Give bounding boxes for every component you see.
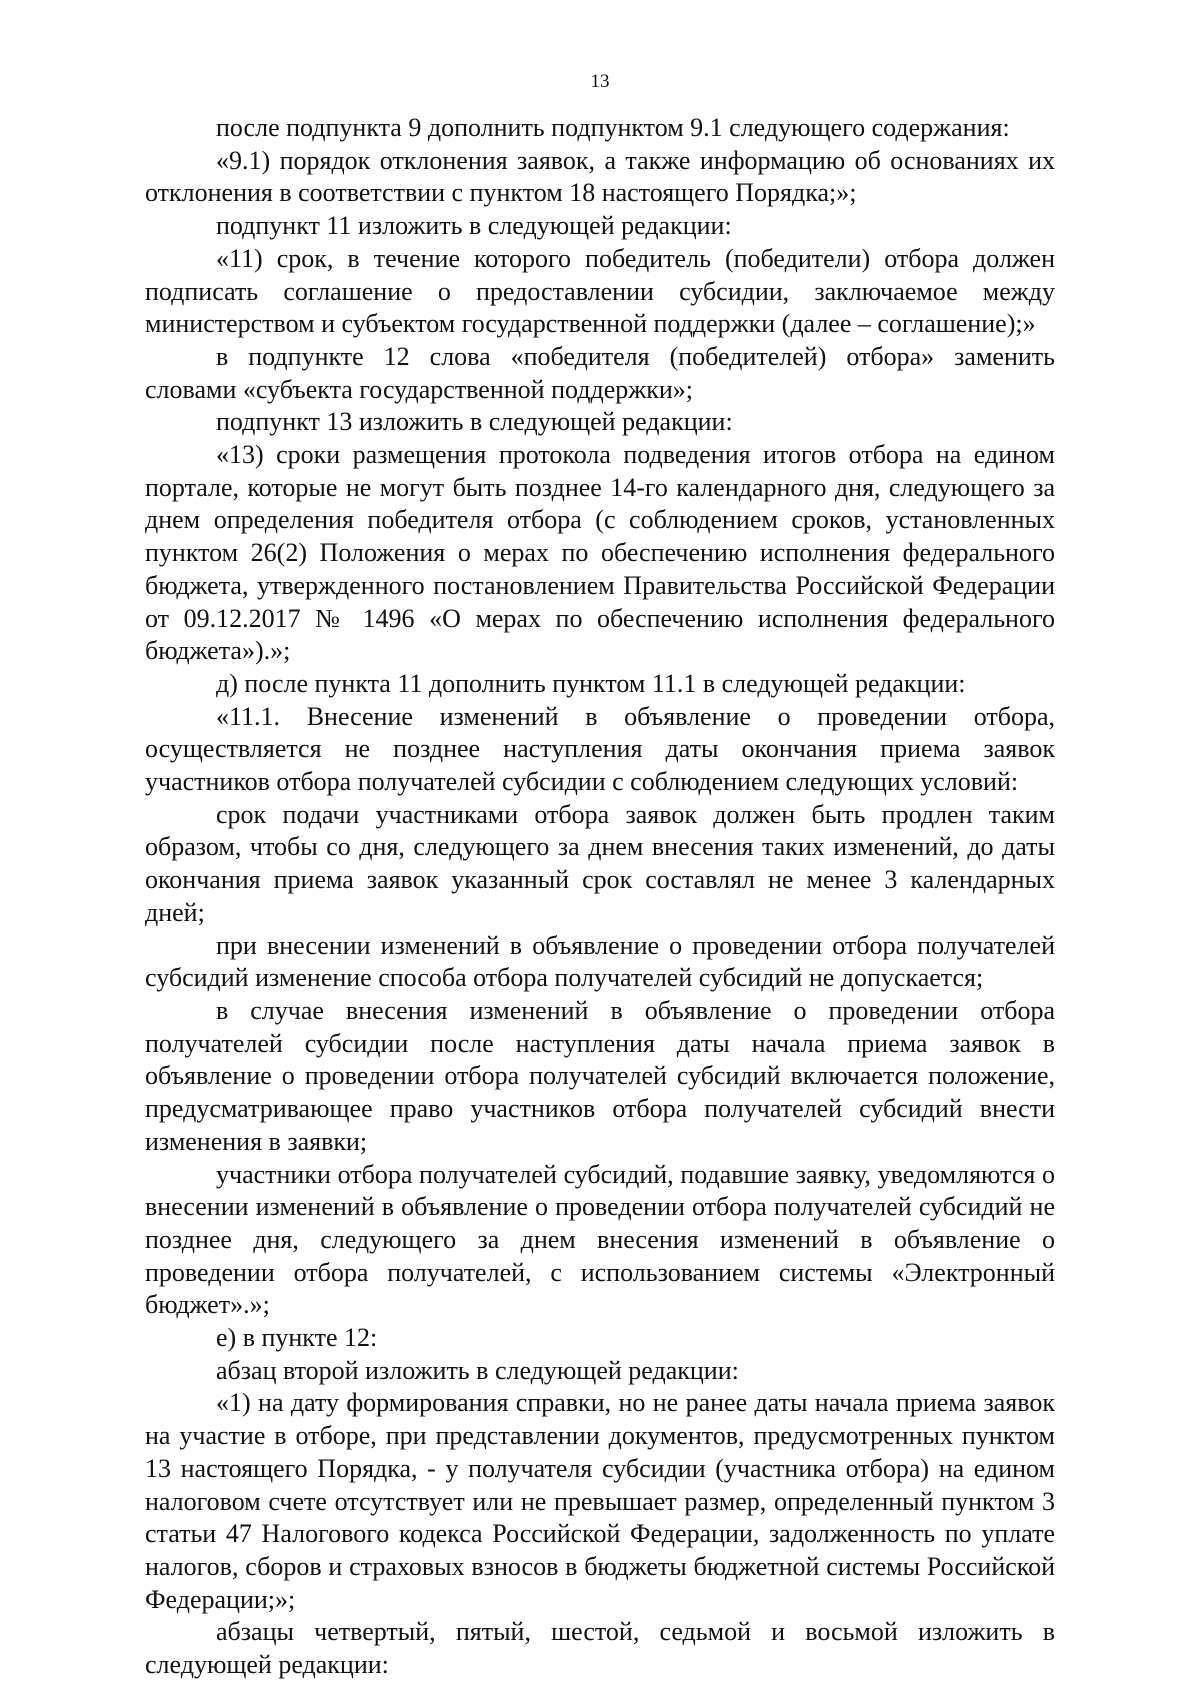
paragraph: подпункт 13 изложить в следующей редакции:	[216, 407, 733, 437]
paragraph: «9.1) порядок отклонения заявок, а также информацию об основаниях их отклонения в соответствии с пунктом 18 настоящего Порядка;»;	[145, 145, 1055, 208]
document-body	[145, 112, 1055, 1682]
paragraph: в случае внесения изменений в объявление о проведении отбора получателей субсидии после наступления даты начала приема заявок в объявление о проведении отбора получателей субсидий включается положение, предусматривающее право участников отбора получателей субсидий внести изменения в заявки;	[145, 995, 1055, 1156]
paragraph: е) в пункте 12:	[216, 1323, 378, 1353]
paragraph: «1) на дату формирования справки, но не ранее даты начала приема заявок на участие в отборе, при представлении документов, предусмотренных пунктом 13 настоящего Порядка, - у получателя субсидии (участника отбора) на едином налоговом счете отсутствует или не превышает размер, определенный пунктом 3 статьи 47 Налогового кодекса Российской Федерации, задолженность по уплате налогов, сборов и страховых взносов в бюджеты бюджетной системы Российской Федерации;»;	[145, 1388, 1055, 1614]
paragraph: абзацы четвертый, пятый, шестой, седьмой и восьмой изложить в следующей редакции:	[145, 1617, 1055, 1680]
paragraph: при внесении изменений в объявление о проведении отбора получателей субсидий изменение способа отбора получателей субсидий не допускается;	[145, 930, 1055, 993]
paragraph: в подпункте 12 слова «победителя (победителей) отбора» заменить словами «субъекта государственной поддержки»;	[145, 341, 1055, 404]
paragraph: «11.1. Внесение изменений в объявление о проведении отбора, осуществляется не позднее наступления даты окончания приема заявок участников отбора получателей субсидии с соблюдением следующих условий:	[145, 701, 1055, 797]
paragraph: подпункт 11 изложить в следующей редакции:	[216, 211, 732, 241]
paragraph: абзац второй изложить в следующей редакции:	[216, 1355, 739, 1385]
paragraph: после подпункта 9 дополнить подпунктом 9.1 следующего содержания:	[216, 113, 1010, 142]
paragraph: участники отбора получателей субсидий, подавшие заявку, уведомляются о внесении изменений в объявление о проведении отбора получателей субсидий не позднее дня, следующего за днем внесения изменений в объявление о проведении отбора получателей, с использованием системы «Электронный бюджет».»;	[145, 1159, 1055, 1320]
paragraph: срок подачи участниками отбора заявок должен быть продлен таким образом, чтобы со дня, следующего за днем внесения таких изменений, до даты окончания приема заявок указанный срок составлял не менее 3 календарных дней;	[145, 799, 1055, 927]
paragraph: «13) сроки размещения протокола подведения итогов отбора на едином портале, которые не могут быть позднее 14-го календарного дня, следующего за днем определения победителя отбора (с соблюдением сроков, установленных пунктом 26(2) Положения о мерах по обеспечению исполнения федерального бюджета, утвержденного постановлением Правительства Российской Федерации от 09.12.2017 № 1496 «О мерах по обеспечению исполнения федерального бюджета»).»;	[145, 440, 1055, 666]
page-number: 13	[590, 71, 610, 92]
paragraph: д) после пункта 11 дополнить пунктом 11.1 в следующей редакции:	[216, 668, 966, 698]
paragraph: «11) срок, в течение которого победитель (победители) отбора должен подписать соглашение о предоставлении субсидии, заключаемое между министерством и субъектом государственной поддержки (далее – соглашение);»	[145, 243, 1055, 339]
